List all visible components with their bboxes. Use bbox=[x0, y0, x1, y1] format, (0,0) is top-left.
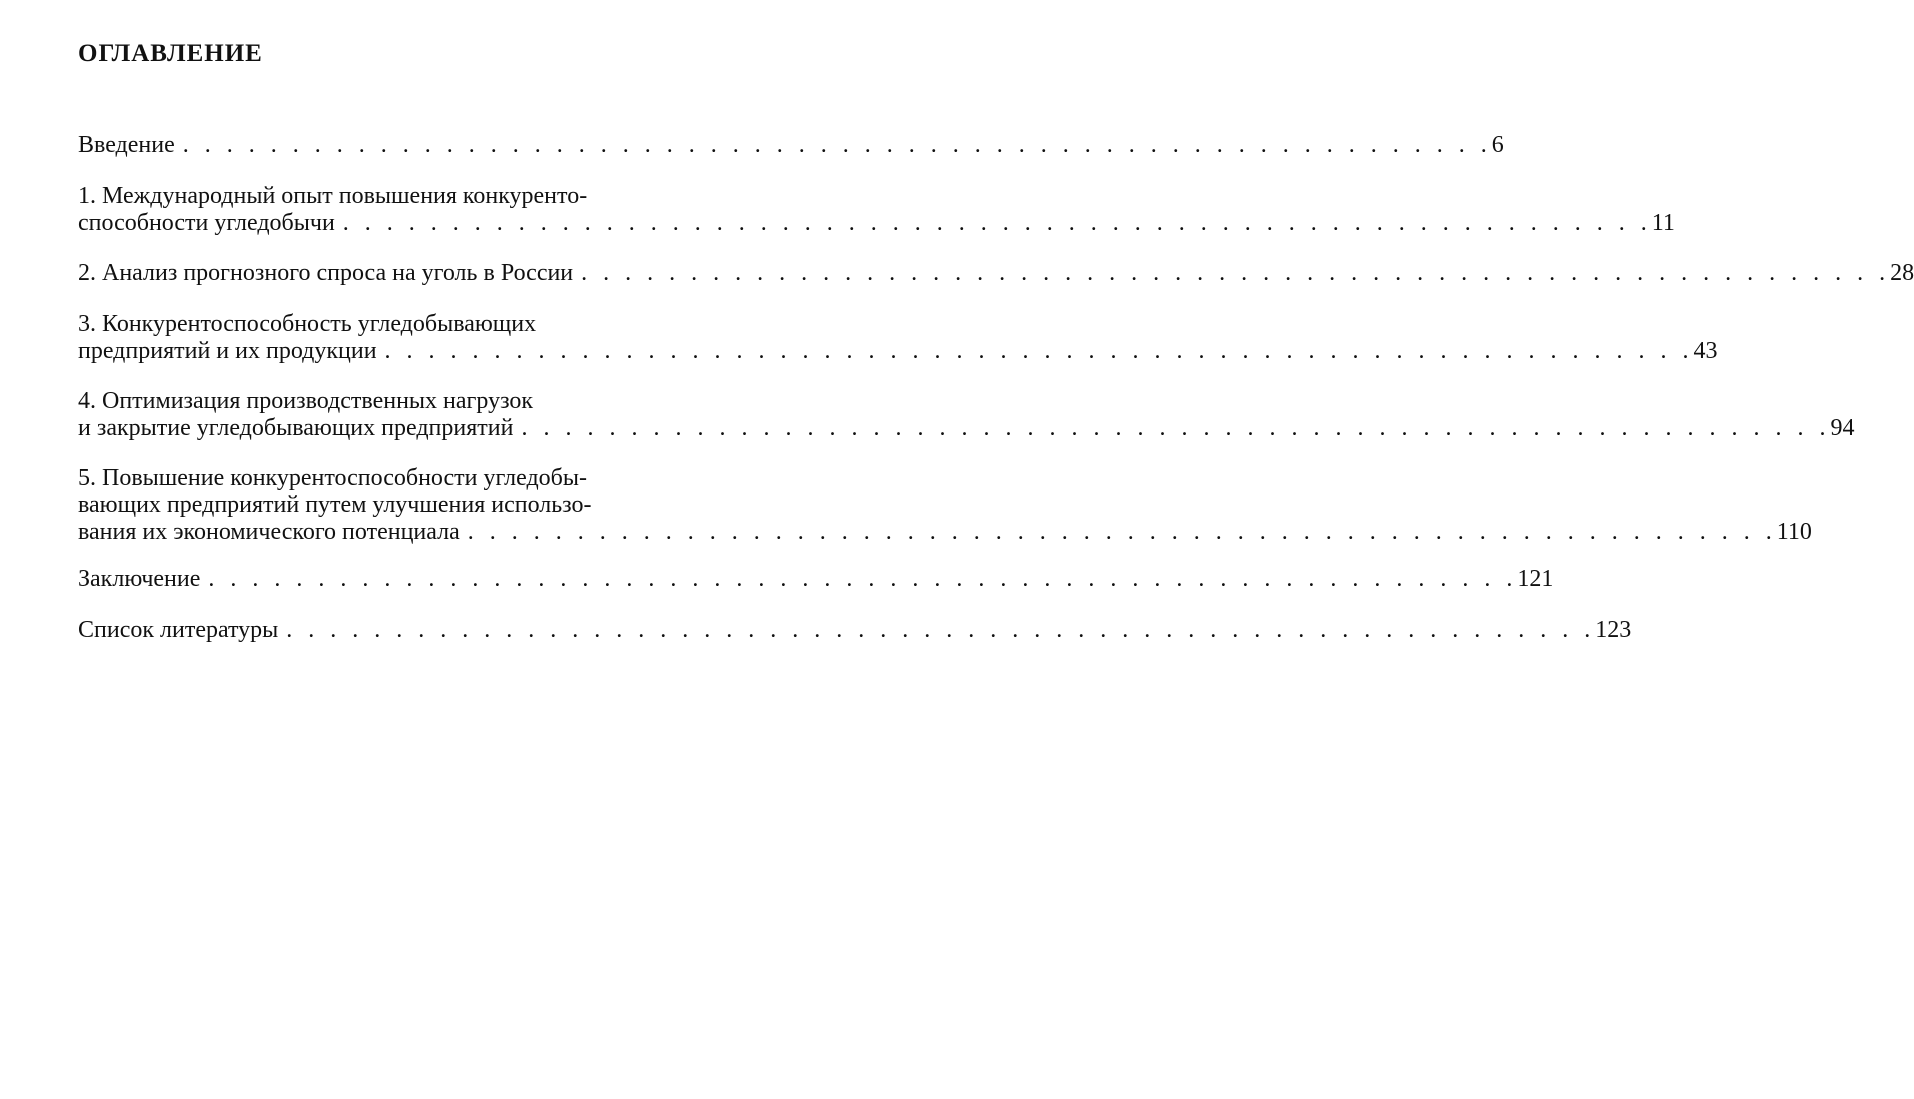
toc-entry-chapter-4 bbox=[78, 388, 1855, 442]
toc-page-number: 28 bbox=[1890, 260, 1914, 286]
toc-entry-line bbox=[78, 260, 1914, 287]
toc-entry-chapter-5 bbox=[78, 465, 1812, 546]
toc-entry-introduction bbox=[78, 132, 1504, 159]
toc-page-number: 11 bbox=[1651, 210, 1675, 236]
toc-entry-title: Заключение bbox=[78, 566, 201, 592]
toc-entry-line bbox=[78, 210, 1675, 237]
toc-entry-conclusion bbox=[78, 566, 1554, 593]
toc-entry-title: предприятий и их продукции bbox=[78, 338, 377, 364]
leader-dots: . . . . . . . . . . . . . . . . . . . . . . . . . . . . . . . . . . . . . . . . . . . . . . . . . . . . . . . . . . . . bbox=[521, 415, 1831, 441]
toc-entry-title: и закрытие угледобывающих предприятий bbox=[78, 415, 514, 441]
toc-entry-chapter-3 bbox=[78, 311, 1718, 365]
toc-page-number: 123 bbox=[1595, 617, 1632, 643]
toc-entry-line bbox=[78, 566, 1554, 593]
toc-entry-chapter-2 bbox=[78, 260, 1914, 287]
toc-entry-line bbox=[78, 617, 1632, 644]
toc-entry-title-line: 5. Повышение конкурентоспособности угледобы- bbox=[78, 465, 587, 491]
toc-entry-line bbox=[78, 415, 1855, 442]
toc-entry-line bbox=[78, 132, 1504, 159]
leader-dots: . . . . . . . . . . . . . . . . . . . . . . . . . . . . . . . . . . . . . . . . . . . . . . . . . . . . . . . . . . . . bbox=[342, 210, 1652, 236]
toc-entry-title: вания их экономического потенциала bbox=[78, 519, 460, 545]
toc-entry-bibliography bbox=[78, 617, 1632, 644]
toc-entry-title-line: 3. Конкурентоспособность угледобывающих bbox=[78, 311, 537, 337]
page-title: ОГЛАВЛЕНИЕ bbox=[78, 40, 263, 67]
toc-entry-title: Список литературы bbox=[78, 617, 279, 643]
toc-entry-title: способности угледобычи bbox=[78, 210, 335, 236]
leader-dots: . . . . . . . . . . . . . . . . . . . . . . . . . . . . . . . . . . . . . . . . . . . . . . . . . . . . . . . . . . . . bbox=[581, 260, 1891, 286]
toc-entry-title-line: 4. Оптимизация производственных нагрузок bbox=[78, 388, 534, 414]
toc-entry-line bbox=[78, 519, 1812, 546]
toc-entry-title: Введение bbox=[78, 132, 175, 158]
toc-entry-line bbox=[78, 338, 1718, 365]
leader-dots: . . . . . . . . . . . . . . . . . . . . . . . . . . . . . . . . . . . . . . . . . . . . . . . . . . . . . . . . . . . . bbox=[467, 519, 1777, 545]
leader-dots: . . . . . . . . . . . . . . . . . . . . . . . . . . . . . . . . . . . . . . . . . . . . . . . . . . . . . . . . . . . . bbox=[208, 566, 1518, 592]
leader-dots: . . . . . . . . . . . . . . . . . . . . . . . . . . . . . . . . . . . . . . . . . . . . . . . . . . . . . . . . . . . . bbox=[182, 132, 1492, 158]
toc-page-number: 43 bbox=[1693, 338, 1718, 364]
leader-dots: . . . . . . . . . . . . . . . . . . . . . . . . . . . . . . . . . . . . . . . . . . . . . . . . . . . . . . . . . . . . bbox=[384, 338, 1694, 364]
toc-page-number: 94 bbox=[1830, 415, 1855, 441]
toc-entry-title: 2. Анализ прогнозного спроса на уголь в России bbox=[78, 260, 574, 286]
toc-page-number: 121 bbox=[1517, 566, 1554, 592]
toc-entry-title-line: вающих предприятий путем улучшения использо- bbox=[78, 492, 592, 518]
toc-page-number: 110 bbox=[1776, 519, 1812, 545]
toc-page-number: 6 bbox=[1491, 132, 1504, 158]
toc-entry-title-line: 1. Международный опыт повышения конкуренто- bbox=[78, 183, 588, 209]
toc-entry-chapter-1 bbox=[78, 183, 1675, 237]
leader-dots: . . . . . . . . . . . . . . . . . . . . . . . . . . . . . . . . . . . . . . . . . . . . . . . . . . . . . . . . . . . . bbox=[286, 617, 1596, 643]
